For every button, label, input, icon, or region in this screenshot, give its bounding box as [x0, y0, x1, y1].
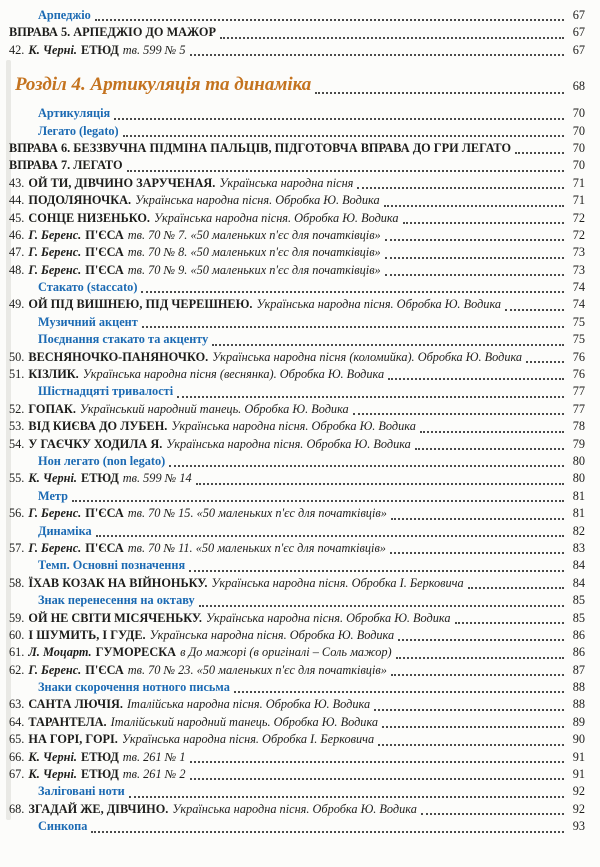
- leader-dots: [127, 170, 564, 172]
- entry-title: ВПРАВА 5. АРПЕДЖІО ДО МАЖОР: [9, 25, 216, 40]
- leader-dots: [190, 778, 564, 780]
- entry-composer: К. Черні.: [28, 42, 77, 57]
- toc-entry: [9, 7, 585, 24]
- entry-number: 67.: [9, 767, 25, 782]
- leader-dots: [190, 761, 564, 763]
- entry-detail: тв. 599 № 5: [122, 42, 186, 57]
- entry-detail: Італійський народний танець. Обробка Ю. Водика: [110, 714, 379, 729]
- page-number: 77: [572, 384, 585, 399]
- entry-title: П'ЄСА: [85, 245, 124, 260]
- page-number: 67: [572, 25, 585, 40]
- toc-entry: [9, 488, 585, 505]
- page-number: 76: [572, 367, 585, 382]
- entry-detail: в До мажорі (в оригіналі – Соль мажор): [180, 645, 392, 660]
- entry-number: 61.: [9, 645, 25, 660]
- entry-title: У ГАЄЧКУ ХОДИЛА Я.: [28, 436, 163, 451]
- leader-dots: [141, 291, 564, 293]
- entry-title: П'ЄСА: [85, 662, 124, 677]
- entry-number: 50.: [9, 349, 25, 364]
- toc-entry: [9, 575, 585, 592]
- page-number: 70: [572, 123, 585, 138]
- entry-number: 59.: [9, 610, 25, 625]
- entry-detail: Українська народна пісня. Обробка Ю. Водика: [205, 610, 451, 625]
- entry-title: П'ЄСА: [85, 506, 124, 521]
- leader-dots: [196, 483, 564, 485]
- entry-number: 43.: [9, 175, 25, 190]
- entry-title: І ШУМИТЬ, І ГУДЕ.: [28, 627, 146, 642]
- entry-title: Артикуляція: [38, 106, 111, 121]
- entry-title: КІЗЛИК.: [28, 367, 79, 382]
- toc-entry: [9, 662, 585, 679]
- entry-number: 63.: [9, 697, 25, 712]
- entry-title: ТАРАНТЕЛА.: [28, 714, 107, 729]
- toc-entry: [9, 644, 585, 661]
- entry-number: 47.: [9, 245, 25, 260]
- toc-entry: [9, 766, 585, 783]
- entry-detail: Українська народна пісня (коломийка). Обробка Ю. Водика: [212, 349, 523, 364]
- toc-entry: [9, 175, 585, 192]
- entry-detail: тв. 70 № 23. «50 маленьких п'єс для початківців»: [127, 662, 387, 677]
- entry-detail: тв. 70 № 8. «50 маленьких п'єс для початківців»: [127, 245, 381, 260]
- leader-dots: [177, 396, 564, 398]
- entry-composer: Г. Беренс.: [28, 245, 82, 260]
- entry-number: 68.: [9, 801, 25, 816]
- leader-dots: [220, 37, 564, 39]
- page-number: 75: [572, 332, 585, 347]
- entry-number: 62.: [9, 662, 25, 677]
- leader-dots: [421, 813, 564, 815]
- toc-entry: [9, 227, 585, 244]
- entry-composer: Л. Моцарт.: [28, 645, 92, 660]
- entry-title: ЕТЮД: [81, 767, 119, 782]
- toc-entry: [9, 749, 585, 766]
- toc-entry: [9, 679, 585, 696]
- toc-entry: [9, 557, 585, 574]
- entry-detail: Українська народна пісня. Обробка Ю. Водика: [256, 297, 502, 312]
- toc-entry: [9, 627, 585, 644]
- entry-title: САНТА ЛЮЧІЯ.: [28, 697, 123, 712]
- toc-entry: [9, 714, 585, 731]
- toc-entry: [9, 418, 585, 435]
- leader-dots: [374, 709, 564, 711]
- page-number: 84: [572, 575, 585, 590]
- page-number: 75: [572, 314, 585, 329]
- page-number: 70: [572, 158, 585, 173]
- entry-title: ВІД КИЄВА ДО ЛУБЕН.: [28, 419, 168, 434]
- page-number: 81: [572, 506, 585, 521]
- leader-dots: [403, 222, 564, 224]
- toc-entry: [9, 818, 585, 835]
- toc-list: [9, 7, 585, 836]
- entry-title: Знаки скорочення нотного письма: [38, 680, 230, 695]
- leader-dots: [91, 831, 564, 833]
- page-number: 85: [572, 610, 585, 625]
- entry-number: 57.: [9, 540, 25, 555]
- leader-dots: [189, 570, 564, 572]
- entry-detail: Український народний танець. Обробка Ю. Водика: [79, 401, 349, 416]
- entry-number: 60.: [9, 627, 25, 642]
- page-number: 67: [572, 8, 585, 22]
- entry-detail: Українська народна пісня. Обробка І. Берковича: [121, 732, 375, 747]
- toc-entry: [9, 453, 585, 470]
- toc-entry: [9, 123, 585, 140]
- entry-title: Динаміка: [38, 523, 92, 538]
- leader-dots: [455, 622, 565, 624]
- entry-title: Стакато (staccato): [38, 280, 138, 295]
- entry-title: СОНЦЕ НИЗЕНЬКО.: [28, 210, 150, 225]
- page-number: 70: [572, 140, 585, 155]
- page-number: 74: [572, 280, 585, 295]
- page-number: 86: [572, 627, 585, 642]
- leader-dots: [234, 691, 564, 693]
- entry-detail: тв. 70 № 7. «50 маленьких п'єс для початківців»: [127, 227, 381, 242]
- page-number: 67: [572, 42, 585, 57]
- toc-entry: [9, 366, 585, 383]
- entry-number: 45.: [9, 210, 25, 225]
- entry-composer: Г. Беренс.: [28, 262, 82, 277]
- entry-detail: тв. 599 № 14: [122, 471, 192, 486]
- leader-dots: [72, 500, 564, 502]
- entry-detail: Українська народна пісня (веснянка). Обробка Ю. Водика: [82, 367, 385, 382]
- entry-detail: Українська народна пісня. Обробка І. Берковича: [211, 575, 464, 590]
- page-number: 83: [572, 540, 585, 555]
- leader-dots: [199, 605, 564, 607]
- toc-entry: [9, 696, 585, 713]
- entry-title: П'ЄСА: [85, 540, 124, 555]
- page-number: 79: [572, 436, 585, 451]
- page-number: 88: [572, 697, 585, 712]
- page-number: 84: [572, 558, 585, 573]
- leader-dots: [385, 274, 564, 276]
- page-number: 72: [572, 210, 585, 225]
- page-number: 93: [572, 819, 585, 834]
- entry-number: 51.: [9, 367, 25, 382]
- page-number: 71: [572, 175, 585, 190]
- page-number: 88: [572, 680, 585, 695]
- entry-number: 48.: [9, 262, 25, 277]
- leader-dots: [391, 674, 564, 676]
- page-number: 91: [572, 767, 585, 782]
- entry-detail: Італійська народна пісня. Обробка Ю. Водика: [126, 697, 371, 712]
- entry-detail: тв. 70 № 11. «50 маленьких п'єс для початківців»: [127, 540, 386, 555]
- entry-title: ОЙ ПІД ВИШНЕЮ, ПІД ЧЕРЕШНЕЮ.: [28, 297, 253, 312]
- entry-title: НА ГОРІ, ГОРІ.: [28, 732, 118, 747]
- entry-title: Легато (legato): [38, 123, 119, 138]
- entry-detail: тв. 70 № 9. «50 маленьких п'єс для початківців»: [127, 262, 381, 277]
- leader-dots: [190, 54, 564, 56]
- entry-detail: тв. 261 № 1: [122, 749, 186, 764]
- page-number: 86: [572, 645, 585, 660]
- entry-title: ЕТЮД: [81, 42, 119, 57]
- leader-dots: [384, 205, 564, 207]
- entry-number: 64.: [9, 714, 25, 729]
- entry-number: 56.: [9, 506, 25, 521]
- page-number: 71: [572, 193, 585, 208]
- entry-title: ЗГАДАЙ ЖЕ, ДІВЧИНО.: [28, 801, 169, 816]
- leader-dots: [142, 326, 564, 328]
- entry-number: 49.: [9, 297, 25, 312]
- entry-title: Знак перенесення на октаву: [38, 593, 195, 608]
- entry-title: П'ЄСА: [85, 262, 124, 277]
- leader-dots: [129, 796, 564, 798]
- page-number: 82: [572, 523, 585, 538]
- entry-title: ГУМОРЕСКА: [95, 645, 177, 660]
- entry-title: ПОДОЛЯНОЧКА.: [28, 193, 132, 208]
- toc-entry: [9, 244, 585, 261]
- leader-dots: [390, 552, 564, 554]
- entry-title: ГОПАК.: [28, 401, 76, 416]
- entry-number: 52.: [9, 401, 25, 416]
- entry-title: П'ЄСА: [85, 227, 124, 242]
- leader-dots: [396, 657, 564, 659]
- entry-detail: Українська народна пісня. Обробка Ю. Водика: [166, 436, 411, 451]
- toc-entry: [9, 210, 585, 227]
- leader-dots: [378, 744, 564, 746]
- toc-entry: [9, 140, 585, 157]
- toc-entry: [9, 296, 585, 313]
- page-number: 72: [572, 227, 585, 242]
- page-number: 68: [572, 79, 585, 94]
- entry-detail: Українська народна пісня. Обробка Ю. Водика: [149, 627, 395, 642]
- toc-entry: [9, 314, 585, 331]
- entry-title: Темп. Основні позначення: [38, 558, 186, 573]
- page-number: 89: [572, 714, 585, 729]
- entry-detail: тв. 70 № 15. «50 маленьких п'єс для початківців»: [127, 506, 387, 521]
- entry-composer: Г. Беренс.: [28, 662, 82, 677]
- entry-number: 54.: [9, 436, 25, 451]
- toc-entry: [9, 157, 585, 174]
- page-number: 87: [572, 662, 585, 677]
- page-number: 70: [572, 106, 585, 121]
- leader-dots: [385, 257, 564, 259]
- leader-dots: [382, 726, 564, 728]
- entry-title: ВПРАВА 6. БЕЗЗВУЧНА ПІДМІНА ПАЛЬЦІВ, ПІДГОТОВЧА ВПРАВА ДО ГРИ ЛЕГАТО: [9, 140, 512, 155]
- entry-number: 44.: [9, 193, 25, 208]
- toc-section-heading: [9, 70, 585, 100]
- toc-entry: [9, 279, 585, 296]
- entry-number: 65.: [9, 732, 25, 747]
- entry-number: 42.: [9, 42, 25, 57]
- entry-composer: К. Черні.: [28, 471, 77, 486]
- leader-dots: [315, 92, 564, 94]
- entry-title: ЕТЮД: [81, 749, 119, 764]
- toc-entry: [9, 505, 585, 522]
- page-number: 73: [572, 245, 585, 260]
- page-number: 90: [572, 732, 585, 747]
- page-number: 81: [572, 488, 585, 503]
- entry-detail: тв. 261 № 2: [122, 767, 186, 782]
- entry-composer: Г. Беренс.: [28, 506, 82, 521]
- entry-composer: К. Черні.: [28, 749, 77, 764]
- leader-dots: [114, 118, 564, 120]
- toc-entry: [9, 540, 585, 557]
- entry-title: Шістнадцяті тривалості: [38, 384, 174, 399]
- leader-dots: [391, 518, 564, 520]
- page-number: 92: [572, 784, 585, 799]
- entry-composer: Г. Беренс.: [28, 227, 82, 242]
- toc-entry: [9, 331, 585, 348]
- leader-dots: [169, 465, 564, 467]
- entry-detail: Українська народна пісня. Обробка Ю. Водика: [135, 193, 380, 208]
- entry-title: Арпеджіо: [38, 8, 91, 22]
- leader-dots: [505, 309, 564, 311]
- leader-dots: [385, 239, 564, 241]
- leader-dots: [515, 152, 564, 154]
- entry-composer: Г. Беренс.: [28, 540, 82, 555]
- page-number: 78: [572, 419, 585, 434]
- entry-detail: Українська народна пісня: [219, 175, 354, 190]
- page-number: 91: [572, 749, 585, 764]
- leader-dots: [526, 361, 564, 363]
- leader-dots: [468, 587, 564, 589]
- page-number: 76: [572, 349, 585, 364]
- entry-number: 66.: [9, 749, 25, 764]
- page-number: 85: [572, 593, 585, 608]
- leader-dots: [420, 431, 564, 433]
- entry-title: Нон легато (non legato): [38, 453, 166, 468]
- toc-entry: [9, 401, 585, 418]
- entry-composer: К. Черні.: [28, 767, 77, 782]
- toc-entry: [9, 610, 585, 627]
- entry-title: Метр: [38, 488, 68, 503]
- entry-title: Синкопа: [38, 819, 88, 834]
- entry-title: ВПРАВА 7. ЛЕГАТО: [9, 158, 123, 173]
- entry-number: 46.: [9, 227, 25, 242]
- toc-entry: [9, 24, 585, 41]
- entry-detail: Українська народна пісня. Обробка Ю. Водика: [154, 210, 399, 225]
- leader-dots: [123, 135, 564, 137]
- entry-detail: Українська народна пісня. Обробка Ю. Водика: [171, 419, 416, 434]
- toc-entry: [9, 731, 585, 748]
- leader-dots: [212, 344, 564, 346]
- leader-dots: [415, 448, 564, 450]
- toc-entry: [9, 349, 585, 366]
- toc-entry: [9, 105, 585, 122]
- entry-number: 55.: [9, 471, 25, 486]
- entry-detail: Українська народна пісня. Обробка Ю. Водика: [172, 801, 417, 816]
- entry-title: Поєднання стакато та акценту: [38, 332, 209, 347]
- page-number: 80: [572, 471, 585, 486]
- entry-number: 53.: [9, 419, 25, 434]
- toc-entry: [9, 192, 585, 209]
- toc-entry: [9, 783, 585, 800]
- page-number: 92: [572, 801, 585, 816]
- entry-title: Розділ 4. Артикуляція та динаміка: [15, 74, 312, 96]
- entry-title: ОЙ НЕ СВІТИ МІСЯЧЕНЬКУ.: [28, 610, 202, 625]
- entry-title: ЇХАВ КОЗАК НА ВІЙНОНЬКУ.: [28, 575, 208, 590]
- toc-entry: [9, 42, 585, 59]
- leader-dots: [398, 639, 564, 641]
- page-number: 77: [572, 401, 585, 416]
- entry-title: Музичний акцент: [38, 314, 138, 329]
- entry-title: ЕТЮД: [81, 471, 119, 486]
- page-number: 80: [572, 453, 585, 468]
- leader-dots: [388, 378, 564, 380]
- toc-entry: [9, 262, 585, 279]
- page-number: 74: [572, 297, 585, 312]
- toc-entry: [9, 592, 585, 609]
- toc-entry: [9, 470, 585, 487]
- leader-dots: [353, 413, 564, 415]
- page-number: 73: [572, 262, 585, 277]
- leader-dots: [95, 19, 564, 21]
- leader-dots: [357, 187, 564, 189]
- entry-title: ВЕСНЯНОЧКО-ПАНЯНОЧКО.: [28, 349, 209, 364]
- toc-entry: [9, 383, 585, 400]
- toc-entry: [9, 801, 585, 818]
- toc-entry: [9, 523, 585, 540]
- entry-title: Заліговані ноти: [38, 784, 125, 799]
- leader-dots: [96, 535, 564, 537]
- entry-title: ОЙ ТИ, ДІВЧИНО ЗАРУЧЕНАЯ.: [28, 175, 216, 190]
- entry-number: 58.: [9, 575, 25, 590]
- toc-entry: [9, 436, 585, 453]
